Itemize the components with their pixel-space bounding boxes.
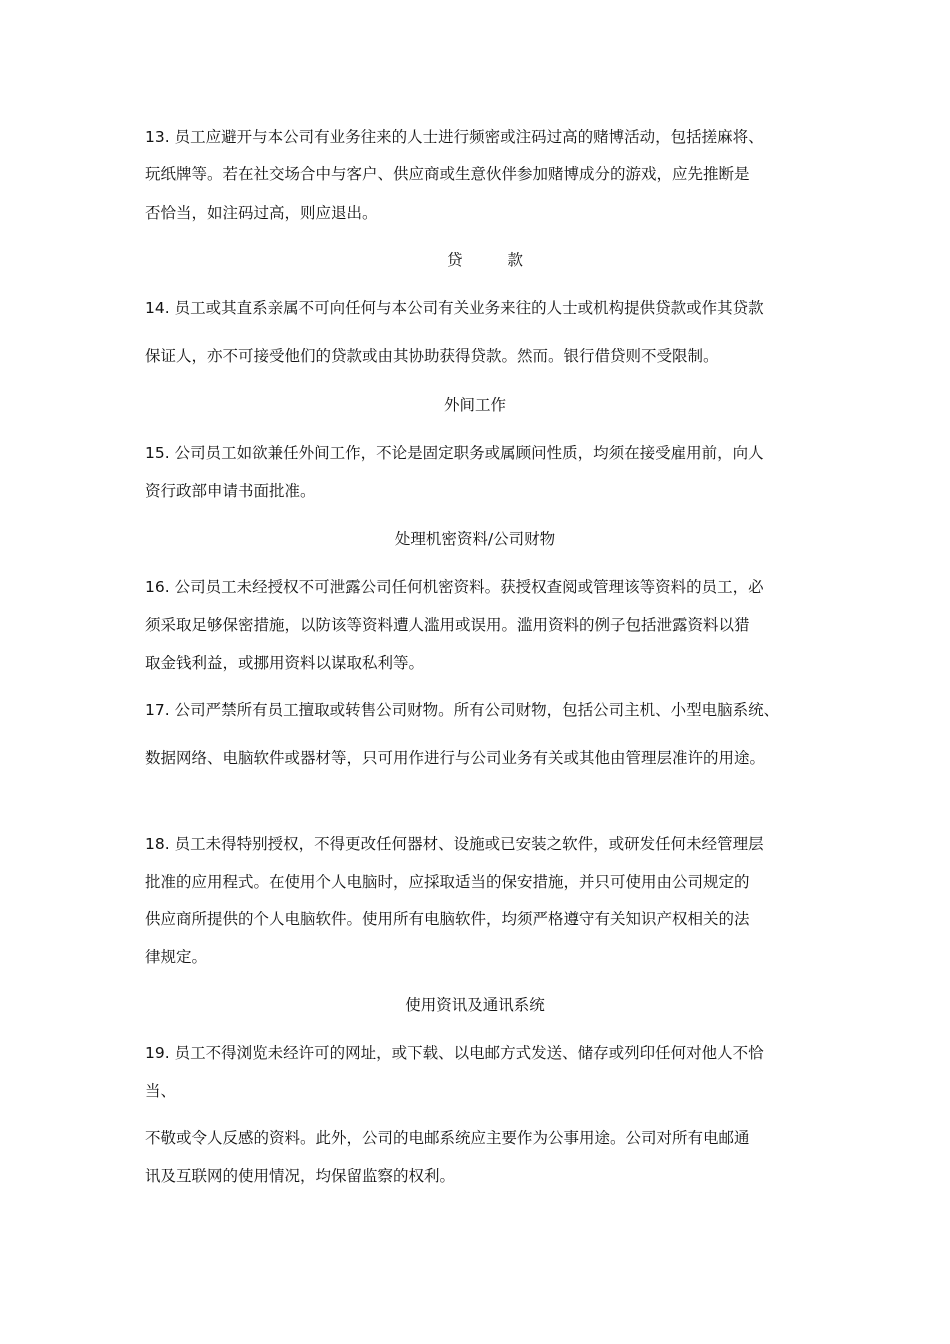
- p17-line-1: 17. 公司严禁所有员工擅取或转售公司财物。所有公司财物，包括公司主机、小型电脑系统、: [145, 701, 780, 719]
- p16-line-3: 取金钱利益，或挪用资料以谋取私利等。: [145, 654, 425, 672]
- p13-line-1: 13. 员工应避开与本公司有业务往来的人士进行频密或注码过高的赌博活动，包括搓麻将、: [145, 128, 764, 146]
- p19-line-1: 19. 员工不得浏览未经许可的网址，或下载、以电邮方式发送、储存或列印任何对他人不恰: [145, 1044, 764, 1062]
- p19-line-4: 讯及互联网的使用情况，均保留监察的权利。: [145, 1167, 456, 1185]
- p18-line-2: 批准的应用程式。在使用个人电脑时，应採取适当的保安措施，并只可使用由公司规定的: [145, 873, 750, 891]
- p13-line-2: 玩纸牌等。若在社交场合中与客户、供应商或生意伙伴参加赌博成分的游戏，应先推断是: [145, 165, 750, 183]
- p18-line-4: 律规定。: [145, 948, 208, 966]
- p19-line-2: 当、: [145, 1082, 177, 1100]
- p16-line-1: 16. 公司员工未经授权不可泄露公司任何机密资料。获授权查阅或管理该等资料的员工，必: [145, 578, 764, 596]
- heading-loans: 贷 款: [447, 251, 543, 269]
- p13-line-3: 否恰当，如注码过高，则应退出。: [145, 204, 378, 222]
- p19-line-3: 不敬或令人反感的资料。此外，公司的电邮系统应主要作为公事用途。公司对所有电邮通: [145, 1129, 750, 1147]
- p14-line-1: 14. 员工或其直系亲属不可向任何与本公司有关业务来往的人士或机构提供贷款或作其贷款: [145, 299, 764, 317]
- p17-line-2: 数据网络、电脑软件或器材等，只可用作进行与公司业务有关或其他由管理层准许的用途。: [145, 749, 766, 767]
- p15-line-2: 资行政部申请书面批准。: [145, 482, 316, 500]
- p18-line-1: 18. 员工未得特别授权，不得更改任何器材、设施或已安装之软件，或研发任何未经管理层: [145, 835, 764, 853]
- heading-outside-work: 外间工作: [443, 396, 506, 414]
- p14-line-2: 保证人，亦不可接受他们的贷款或由其协助获得贷款。然而。银行借贷则不受限制。: [145, 347, 719, 365]
- p15-line-1: 15. 公司员工如欲兼任外间工作，不论是固定职务或属顾问性质，均须在接受雇用前，向人: [145, 444, 764, 462]
- p18-line-3: 供应商所提供的个人电脑软件。使用所有电脑软件，均须严格遵守有关知识产权相关的法: [145, 910, 750, 928]
- p16-line-2: 须采取足够保密措施，以防该等资料遭人滥用或误用。滥用资料的例子包括泄露资料以猎: [145, 616, 750, 634]
- heading-confidential: 处理机密资料/公司财物: [394, 530, 556, 548]
- heading-communications: 使用资讯及通讯系统: [405, 996, 545, 1014]
